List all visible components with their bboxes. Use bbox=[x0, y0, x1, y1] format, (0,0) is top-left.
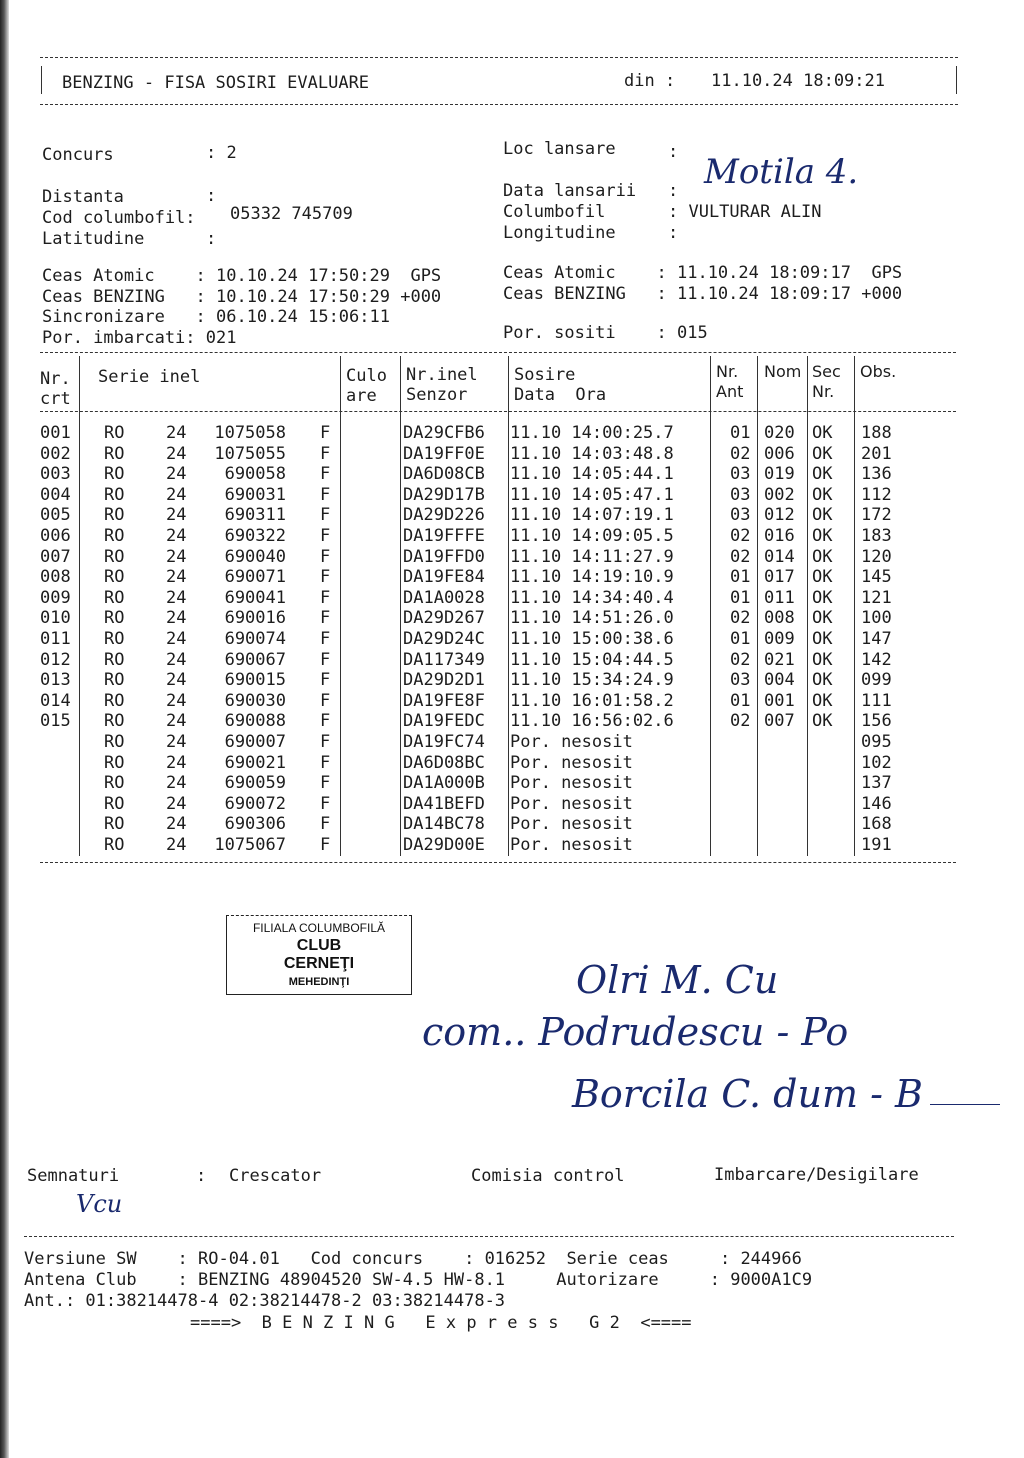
header-nr-ant-1: Nr. bbox=[716, 362, 739, 381]
row-sensor: DA29D267 bbox=[403, 608, 485, 629]
longitudine-sep: : bbox=[668, 223, 679, 243]
header-sosire: Sosire bbox=[514, 365, 576, 385]
row-arrival: 11.10 15:04:44.5 bbox=[510, 649, 674, 670]
header-nr-ant-2: Ant bbox=[716, 382, 744, 401]
row-antenna: 02 bbox=[730, 649, 751, 670]
row-antenna: 02 bbox=[730, 608, 751, 629]
concurs-label: Concurs bbox=[42, 145, 114, 165]
row-arrival: 11.10 14:11:27.9 bbox=[510, 546, 674, 567]
row-country: RO bbox=[104, 608, 125, 629]
ceas-benzing-left: Ceas BENZING : 10.10.24 17:50:29 +000 bbox=[42, 287, 442, 307]
row-arrival: 11.10 14:09:05.5 bbox=[510, 526, 674, 546]
row-year: 24 bbox=[166, 773, 187, 794]
row-sec: OK bbox=[812, 464, 833, 485]
row-nr: 014 bbox=[40, 690, 71, 711]
stamp-line-2: CLUB bbox=[296, 937, 342, 954]
col-divider bbox=[710, 356, 711, 856]
row-nom: 016 bbox=[764, 526, 795, 546]
row-nr: 005 bbox=[40, 505, 71, 526]
row-sec: OK bbox=[812, 505, 833, 526]
row-antenna: 01 bbox=[730, 567, 751, 588]
handwritten-line-3: Borcila C. dum - B bbox=[572, 1072, 923, 1116]
row-sec: OK bbox=[812, 690, 833, 711]
loc-lansare-sep: : bbox=[668, 142, 679, 162]
row-sex: F bbox=[320, 732, 331, 752]
row-country: RO bbox=[104, 629, 125, 649]
row-ring: 690031 bbox=[224, 484, 286, 505]
row-obs: 102 bbox=[861, 752, 892, 773]
header-sec-2: Nr. bbox=[812, 382, 835, 401]
din-value: 11.10.24 18:09:21 bbox=[711, 71, 885, 91]
row-nr: 011 bbox=[40, 629, 71, 649]
row-sensor: DA14BC78 bbox=[403, 814, 485, 835]
row-country: RO bbox=[104, 670, 125, 691]
row-nom: 019 bbox=[764, 464, 795, 485]
din-label: din : bbox=[624, 71, 676, 91]
row-sex: F bbox=[320, 464, 331, 485]
signature-crescator: Vcu bbox=[76, 1190, 123, 1218]
row-obs: 145 bbox=[861, 567, 892, 588]
row-antenna: 02 bbox=[730, 526, 751, 546]
row-ring: 690030 bbox=[224, 690, 286, 711]
header-nr-inel: Nr.inel bbox=[406, 365, 478, 385]
row-sec: OK bbox=[812, 484, 833, 505]
row-antenna: 03 bbox=[730, 484, 751, 505]
row-antenna: 03 bbox=[730, 505, 751, 526]
row-arrival: Por. nesosit bbox=[510, 752, 633, 773]
row-sensor: DA29D24C bbox=[403, 629, 485, 649]
row-nom: 021 bbox=[764, 649, 795, 670]
cod-columbofil-label: Cod columbofil: bbox=[42, 208, 196, 228]
table-top-border bbox=[40, 352, 956, 353]
stamp-line-1: FILIALA COLUMBOFILĂ bbox=[252, 921, 386, 935]
header-nr: Nr. bbox=[40, 369, 71, 389]
handwritten-underline bbox=[930, 1104, 1000, 1105]
row-obs: 191 bbox=[861, 835, 892, 855]
footer-top-border bbox=[24, 1236, 954, 1237]
row-country: RO bbox=[104, 526, 125, 546]
row-ring: 1075055 bbox=[214, 443, 286, 464]
row-arrival: 11.10 16:01:58.2 bbox=[510, 690, 674, 711]
row-year: 24 bbox=[166, 464, 187, 485]
row-year: 24 bbox=[166, 423, 187, 443]
row-obs: 095 bbox=[861, 732, 892, 752]
row-ring: 690072 bbox=[224, 793, 286, 814]
header-sec-1: Sec bbox=[812, 362, 841, 381]
header-nom: Nom bbox=[764, 362, 802, 381]
row-year: 24 bbox=[166, 587, 187, 608]
row-country: RO bbox=[104, 649, 125, 670]
row-sensor: DA29D17B bbox=[403, 484, 485, 505]
col-divider bbox=[79, 356, 80, 856]
footer-line-1: Versiune SW : RO-04.01 Cod concurs : 016252 Serie ceas : 244966 bbox=[24, 1249, 802, 1269]
row-arrival: 11.10 14:07:19.1 bbox=[510, 505, 674, 526]
row-nr: 004 bbox=[40, 484, 71, 505]
row-ring: 690059 bbox=[224, 773, 286, 794]
row-antenna: 03 bbox=[730, 670, 751, 691]
col-divider bbox=[757, 356, 758, 856]
distanta-sep: : bbox=[206, 186, 217, 206]
col-divider bbox=[807, 356, 808, 856]
handwritten-line-2: com.. Podrudescu - Po bbox=[422, 1010, 849, 1054]
stamp-line-3: CERNEŢI bbox=[283, 955, 355, 972]
row-obs: 188 bbox=[861, 423, 892, 443]
row-nr: 003 bbox=[40, 464, 71, 485]
row-sensor: DA19FFFE bbox=[403, 526, 485, 546]
row-sex: F bbox=[320, 567, 331, 588]
row-sensor: DA29D2D1 bbox=[403, 670, 485, 691]
comisia-label: Comisia control bbox=[471, 1166, 625, 1186]
row-year: 24 bbox=[166, 835, 187, 855]
row-obs: 142 bbox=[861, 649, 892, 670]
row-country: RO bbox=[104, 835, 125, 855]
row-sensor: DA29D00E bbox=[403, 835, 485, 855]
row-nom: 006 bbox=[764, 443, 795, 464]
columbofil-value: : VULTURAR ALIN bbox=[668, 202, 822, 222]
row-sex: F bbox=[320, 443, 331, 464]
row-nr: 002 bbox=[40, 443, 71, 464]
row-sec: OK bbox=[812, 567, 833, 588]
row-sensor: DA117349 bbox=[403, 649, 485, 670]
row-sensor: DA19FE84 bbox=[403, 567, 485, 588]
row-sensor: DA19FF0E bbox=[403, 443, 485, 464]
row-country: RO bbox=[104, 567, 125, 588]
row-antenna: 01 bbox=[730, 629, 751, 649]
row-sensor: DA6D08CB bbox=[403, 464, 485, 485]
row-country: RO bbox=[104, 793, 125, 814]
row-ring: 1075067 bbox=[214, 835, 286, 855]
row-ring: 690041 bbox=[224, 587, 286, 608]
row-obs: 137 bbox=[861, 773, 892, 794]
header-top-border bbox=[40, 57, 958, 58]
row-obs: 146 bbox=[861, 793, 892, 814]
loc-lansare-label: Loc lansare bbox=[503, 139, 616, 159]
row-sec: OK bbox=[812, 423, 833, 443]
row-country: RO bbox=[104, 711, 125, 732]
longitudine-label: Longitudine bbox=[503, 223, 616, 243]
row-ring: 690306 bbox=[224, 814, 286, 835]
row-obs: 121 bbox=[861, 587, 892, 608]
row-ring: 690322 bbox=[224, 526, 286, 546]
row-obs: 147 bbox=[861, 629, 892, 649]
row-year: 24 bbox=[166, 649, 187, 670]
row-obs: 099 bbox=[861, 670, 892, 691]
row-ring: 690074 bbox=[224, 629, 286, 649]
row-arrival: Por. nesosit bbox=[510, 732, 633, 752]
row-obs: 120 bbox=[861, 546, 892, 567]
row-arrival: Por. nesosit bbox=[510, 793, 633, 814]
row-sex: F bbox=[320, 526, 331, 546]
row-antenna: 02 bbox=[730, 711, 751, 732]
table-header-border bbox=[40, 411, 956, 412]
row-sex: F bbox=[320, 629, 331, 649]
handwritten-line-1: Olri M. Cu bbox=[576, 958, 779, 1002]
row-year: 24 bbox=[166, 690, 187, 711]
row-nom: 020 bbox=[764, 423, 795, 443]
sincronizare: Sincronizare : 06.10.24 15:06:11 bbox=[42, 307, 390, 327]
row-country: RO bbox=[104, 484, 125, 505]
row-sex: F bbox=[320, 690, 331, 711]
row-sec: OK bbox=[812, 608, 833, 629]
row-nr: 015 bbox=[40, 711, 71, 732]
row-ring: 690007 bbox=[224, 732, 286, 752]
row-sex: F bbox=[320, 670, 331, 691]
row-ring: 690311 bbox=[224, 505, 286, 526]
row-year: 24 bbox=[166, 752, 187, 773]
row-sec: OK bbox=[812, 587, 833, 608]
row-year: 24 bbox=[166, 629, 187, 649]
row-obs: 172 bbox=[861, 505, 892, 526]
data-lansarii-label: Data lansarii bbox=[503, 181, 637, 201]
row-sensor: DA29CFB6 bbox=[403, 423, 485, 443]
row-ring: 690015 bbox=[224, 670, 286, 691]
row-nom: 011 bbox=[764, 587, 795, 608]
row-year: 24 bbox=[166, 670, 187, 691]
columbofil-label: Columbofil bbox=[503, 202, 606, 222]
row-sex: F bbox=[320, 773, 331, 794]
row-nom: 009 bbox=[764, 629, 795, 649]
row-country: RO bbox=[104, 505, 125, 526]
row-obs: 100 bbox=[861, 608, 892, 629]
row-nr: 006 bbox=[40, 526, 71, 546]
distanta-label: Distanta bbox=[42, 187, 124, 207]
footer-line-4: ====> B E N Z I N G E x p r e s s G 2 <==== bbox=[190, 1313, 692, 1333]
row-arrival: 11.10 14:34:40.4 bbox=[510, 587, 674, 608]
row-sec: OK bbox=[812, 649, 833, 670]
row-sec: OK bbox=[812, 629, 833, 649]
row-arrival: 11.10 14:00:25.7 bbox=[510, 423, 674, 443]
row-antenna: 02 bbox=[730, 546, 751, 567]
ceas-atomic-right: Ceas Atomic : 11.10.24 18:09:17 GPS bbox=[503, 263, 903, 283]
ceas-atomic-left: Ceas Atomic : 10.10.24 17:50:29 GPS bbox=[42, 266, 442, 286]
header-senzor: Senzor bbox=[406, 385, 468, 405]
imbarcare-label: Imbarcare/Desigilare bbox=[714, 1165, 919, 1185]
row-sex: F bbox=[320, 423, 331, 443]
row-sex: F bbox=[320, 608, 331, 629]
row-nom: 002 bbox=[764, 484, 795, 505]
row-sex: F bbox=[320, 752, 331, 773]
latitudine-label: Latitudine bbox=[42, 229, 145, 249]
row-sensor: DA19FEDC bbox=[403, 711, 485, 732]
crescator-label: Crescator bbox=[229, 1166, 322, 1186]
header-right-border bbox=[956, 66, 957, 94]
row-antenna: 01 bbox=[730, 690, 751, 711]
row-antenna: 01 bbox=[730, 587, 751, 608]
row-sensor: DA29D226 bbox=[403, 505, 485, 526]
col-divider bbox=[340, 356, 341, 856]
scan-edge bbox=[0, 0, 9, 1458]
row-sensor: DA19FC74 bbox=[403, 732, 485, 752]
col-divider bbox=[508, 356, 509, 856]
concurs-value: : 2 bbox=[206, 143, 237, 163]
row-ring: 690016 bbox=[224, 608, 286, 629]
row-nom: 017 bbox=[764, 567, 795, 588]
row-nr: 008 bbox=[40, 567, 71, 588]
row-sex: F bbox=[320, 484, 331, 505]
header-crt: crt bbox=[40, 389, 71, 409]
header-obs: Obs. bbox=[860, 362, 897, 381]
row-nom: 007 bbox=[764, 711, 795, 732]
row-year: 24 bbox=[166, 546, 187, 567]
row-nr: 013 bbox=[40, 670, 71, 691]
row-country: RO bbox=[104, 814, 125, 835]
row-sex: F bbox=[320, 835, 331, 855]
row-nom: 001 bbox=[764, 690, 795, 711]
row-ring: 690071 bbox=[224, 567, 286, 588]
row-country: RO bbox=[104, 752, 125, 773]
row-year: 24 bbox=[166, 526, 187, 546]
row-arrival: 11.10 14:05:44.1 bbox=[510, 464, 674, 485]
row-sec: OK bbox=[812, 526, 833, 546]
club-stamp bbox=[226, 915, 412, 995]
cod-columbofil-value: 05332 745709 bbox=[230, 204, 353, 224]
row-sensor: DA41BEFD bbox=[403, 793, 485, 814]
row-sex: F bbox=[320, 649, 331, 670]
header-culoare-2: are bbox=[346, 386, 377, 406]
row-arrival: 11.10 14:51:26.0 bbox=[510, 608, 674, 629]
row-nr: 001 bbox=[40, 423, 71, 443]
row-arrival: Por. nesosit bbox=[510, 773, 633, 794]
semnaturi-label: Semnaturi bbox=[27, 1166, 120, 1186]
row-ring: 690088 bbox=[224, 711, 286, 732]
row-arrival: 11.10 16:56:02.6 bbox=[510, 711, 674, 732]
row-arrival: Por. nesosit bbox=[510, 814, 633, 835]
page-title: BENZING - FISA SOSIRI EVALUARE bbox=[62, 73, 370, 93]
row-year: 24 bbox=[166, 608, 187, 629]
row-nr: 009 bbox=[40, 587, 71, 608]
row-arrival: 11.10 14:03:48.8 bbox=[510, 443, 674, 464]
row-sensor: DA19FE8F bbox=[403, 690, 485, 711]
row-country: RO bbox=[104, 773, 125, 794]
row-year: 24 bbox=[166, 443, 187, 464]
table-bottom-border bbox=[40, 862, 956, 863]
row-year: 24 bbox=[166, 505, 187, 526]
row-arrival: Por. nesosit bbox=[510, 835, 633, 855]
row-obs: 111 bbox=[861, 690, 892, 711]
row-year: 24 bbox=[166, 732, 187, 752]
row-nr: 010 bbox=[40, 608, 71, 629]
por-imbarcati: Por. imbarcati: 021 bbox=[42, 328, 237, 348]
row-obs: 201 bbox=[861, 443, 892, 464]
header-serie-inel: Serie inel bbox=[98, 367, 201, 387]
row-sensor: DA19FFD0 bbox=[403, 546, 485, 567]
row-nr: 007 bbox=[40, 546, 71, 567]
row-arrival: 11.10 14:05:47.1 bbox=[510, 484, 674, 505]
row-country: RO bbox=[104, 423, 125, 443]
stamp-line-4: MEHEDINŢI bbox=[288, 976, 350, 988]
row-sensor: DA1A000B bbox=[403, 773, 485, 794]
row-country: RO bbox=[104, 546, 125, 567]
footer-line-3: Ant.: 01:38214478-4 02:38214478-2 03:38214478-3 bbox=[24, 1291, 506, 1311]
footer-line-2: Antena Club : BENZING 48904520 SW-4.5 HW-8.1 Autorizare : 9000A1C9 bbox=[24, 1270, 813, 1290]
loc-lansare-handwritten: Motila 4. bbox=[704, 152, 859, 192]
row-year: 24 bbox=[166, 711, 187, 732]
latitudine-sep: : bbox=[206, 229, 217, 249]
row-antenna: 01 bbox=[730, 423, 751, 443]
row-nom: 012 bbox=[764, 505, 795, 526]
row-nr: 012 bbox=[40, 649, 71, 670]
ceas-benzing-right: Ceas BENZING : 11.10.24 18:09:17 +000 bbox=[503, 284, 903, 304]
row-country: RO bbox=[104, 464, 125, 485]
row-antenna: 03 bbox=[730, 464, 751, 485]
row-nom: 004 bbox=[764, 670, 795, 691]
row-sensor: DA1A0028 bbox=[403, 587, 485, 608]
row-year: 24 bbox=[166, 814, 187, 835]
row-nom: 014 bbox=[764, 546, 795, 567]
col-divider bbox=[854, 356, 855, 856]
row-sex: F bbox=[320, 587, 331, 608]
row-obs: 112 bbox=[861, 484, 892, 505]
por-sositi: Por. sositi : 015 bbox=[503, 323, 708, 343]
row-country: RO bbox=[104, 587, 125, 608]
row-country: RO bbox=[104, 732, 125, 752]
row-year: 24 bbox=[166, 567, 187, 588]
header-left-border bbox=[41, 66, 42, 94]
header-bottom-border bbox=[40, 104, 958, 105]
row-obs: 136 bbox=[861, 464, 892, 485]
row-ring: 690021 bbox=[224, 752, 286, 773]
row-sex: F bbox=[320, 546, 331, 567]
row-sex: F bbox=[320, 505, 331, 526]
header-culoare-1: Culo bbox=[346, 366, 387, 386]
row-sec: OK bbox=[812, 670, 833, 691]
row-year: 24 bbox=[166, 484, 187, 505]
row-arrival: 11.10 14:19:10.9 bbox=[510, 567, 674, 588]
row-obs: 183 bbox=[861, 526, 892, 546]
row-antenna: 02 bbox=[730, 443, 751, 464]
row-ring: 690067 bbox=[224, 649, 286, 670]
row-nom: 008 bbox=[764, 608, 795, 629]
row-sex: F bbox=[320, 814, 331, 835]
row-sec: OK bbox=[812, 711, 833, 732]
row-obs: 156 bbox=[861, 711, 892, 732]
row-sex: F bbox=[320, 793, 331, 814]
row-arrival: 11.10 15:34:24.9 bbox=[510, 670, 674, 691]
header-data-ora: Data Ora bbox=[514, 385, 607, 405]
row-ring: 690058 bbox=[224, 464, 286, 485]
row-sec: OK bbox=[812, 443, 833, 464]
data-lansarii-sep: : bbox=[668, 181, 679, 201]
row-year: 24 bbox=[166, 793, 187, 814]
row-arrival: 11.10 15:00:38.6 bbox=[510, 629, 674, 649]
col-divider bbox=[400, 356, 401, 856]
semnaturi-sep: : bbox=[196, 1166, 207, 1186]
row-sensor: DA6D08BC bbox=[403, 752, 485, 773]
row-ring: 1075058 bbox=[214, 423, 286, 443]
row-country: RO bbox=[104, 690, 125, 711]
row-ring: 690040 bbox=[224, 546, 286, 567]
row-country: RO bbox=[104, 443, 125, 464]
row-sec: OK bbox=[812, 546, 833, 567]
row-sex: F bbox=[320, 711, 331, 732]
row-obs: 168 bbox=[861, 814, 892, 835]
